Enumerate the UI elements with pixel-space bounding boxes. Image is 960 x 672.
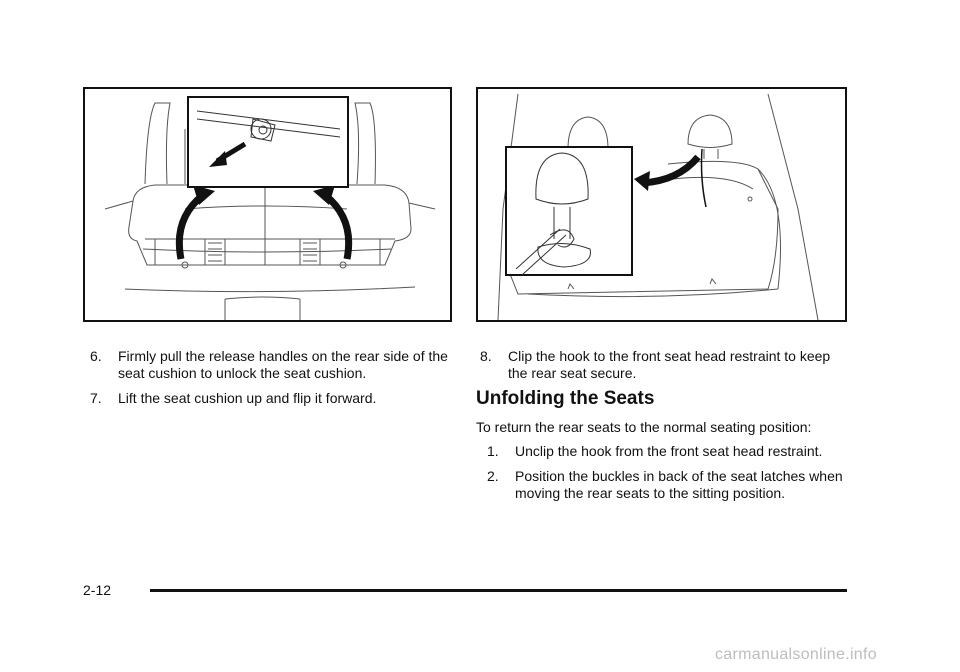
seat-release-illustration	[83, 87, 452, 322]
section-heading: Unfolding the Seats	[476, 388, 655, 409]
step-1	[487, 443, 847, 460]
step-7	[90, 390, 450, 407]
step-number: 8.	[480, 348, 492, 364]
step-number: 1.	[487, 443, 499, 459]
step-2	[487, 468, 847, 502]
left-step-list	[90, 348, 450, 415]
step-8	[480, 348, 850, 382]
right-step-list-continued	[480, 348, 850, 390]
footer-rule	[150, 589, 847, 592]
hook-clip-drawing	[478, 89, 845, 320]
step-text: Firmly pull the release handles on the rear side of the seat cushion to unlock the seat cushion.	[118, 348, 448, 381]
step-text: Clip the hook to the front seat head restraint to keep the rear seat secure.	[508, 348, 831, 381]
step-text: Position the buckles in back of the seat latches when moving the rear seats to the sitting position.	[515, 468, 843, 501]
section-intro: To return the rear seats to the normal seating position:	[476, 419, 812, 435]
step-number: 2.	[487, 468, 499, 484]
hook-clip-illustration	[476, 87, 847, 322]
seat-release-drawing	[85, 89, 450, 320]
page-number: 2-12	[83, 582, 112, 598]
step-number: 7.	[90, 390, 102, 406]
unfolding-step-list	[487, 443, 847, 510]
step-text: Lift the seat cushion up and flip it forward.	[118, 390, 377, 406]
step-6	[90, 348, 450, 382]
step-text: Unclip the hook from the front seat head restraint.	[515, 443, 823, 459]
step-number: 6.	[90, 348, 102, 364]
watermark: carmanualsonline.info	[715, 646, 877, 663]
